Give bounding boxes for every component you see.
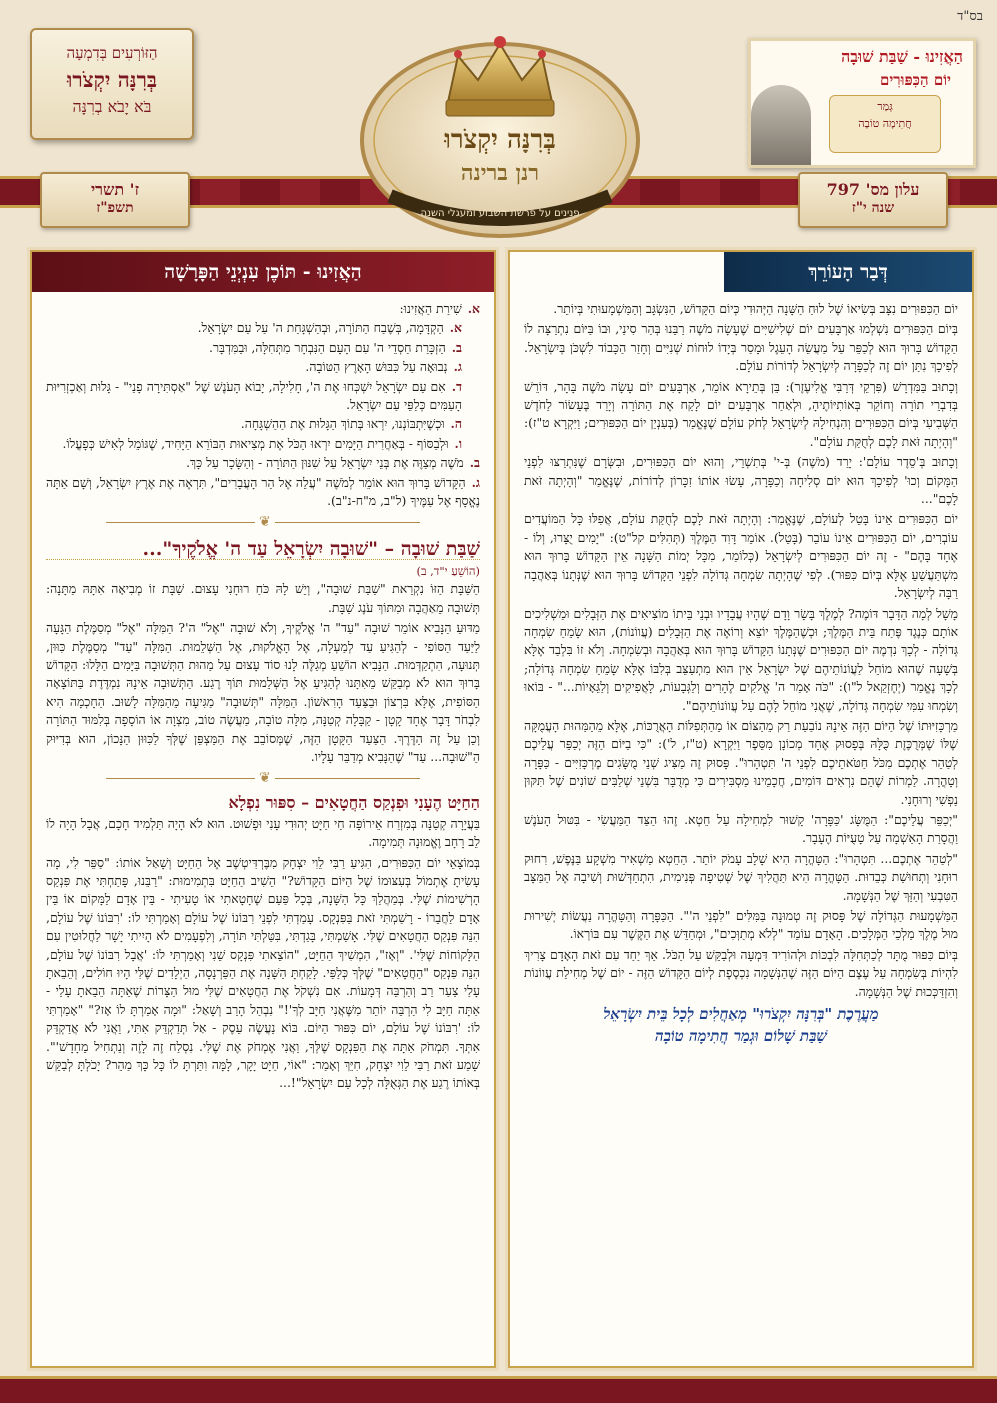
slogan-line-2: בְּרִנָּה יִקְצֹרוּ: [66, 67, 158, 92]
bsd-label: בס"ד: [957, 9, 983, 24]
ornament-divider: [46, 772, 480, 786]
cover-scroll-line-1: גְּמַר: [877, 100, 893, 113]
story-paragraph: בַּעֲיָרָה קְטַנָּה בְּמִזְרַח אֵירוֹפָּה חַי חַיָּט יְהוּדִי עָנִי וּפָשׁוּט. הוּא לֹא הָיָה תַּלְמִיד חָכָם, אֲבָל הָיָה לוֹ לֵב רָחָב וֶאֱמוּנָה תְּמִימָה.: [46, 815, 480, 850]
toc-item: [46, 339, 480, 357]
slogan-sign: [30, 28, 194, 140]
editor-paragraph: "יְכַפֵּר עֲלֵיכֶם": הַמֻּשָּׂג 'כַּפָּרָה' קָשׁוּר לִמְחִילָה עַל חֵטְא. זֶהוּ הַצַּד הַמַּעֲשִׂי - בִּטּוּל הָעֹנֶשׁ וַהֲסָרַת הָאַשְׁמָה עַל טָעֻיּוֹת הֶעָבָר.: [524, 811, 958, 846]
editor-paragraph: מָשָׁל לְמָה הַדָּבָר דּוֹמֶה? לְמֶלֶךְ בָּשָׂר וָדָם שֶׁהָיוּ עֲבָדָיו וּבְנֵי בֵּיתוֹ מוֹצִיאִים אֶת הַזְּבָלִים וּמַשְׁלִיכִים אוֹתָם כְּנֶגֶד פֶּתַח בֵּית הַמֶּלֶךְ; וּכְשֶׁהַמֶּלֶךְ יוֹצֵא וְרוֹאֶה אֶת הַזְּבָלִים (עֲווֹנוֹת), הוּא שָׂמֵחַ שִׂמְחָה גְּדוֹלָה - לְכָךְ נִדְמֶה יוֹם הַכִּפּוּרִים שֶׁנְּתָנוֹ הַקָּדוֹשׁ בָּרוּךְ הוּא בְּאַהֲבָה וּבְשִׂמְחָה. וְלֹא זוֹ בִּלְבַד אֶלָּא בְּשָׁעָה שֶׁהוּא מוֹחֵל לַעֲוֹנוֹתֵיהֶם שֶׁל יִשְׂרָאֵל אֵין הוּא מִתְעַצֵּב בְּלִבּוֹ אֶלָּא שָׂמֵחַ שִׂמְחָה גְּדוֹלָה; לְכָךְ נֶאֱמַר (יְחֶזְקֵאל ל"ו): "כֹּה אָמַר ה' אֱלֹקִים לֶהָרִים וְלַגְּבָעוֹת, לָאֲפִיקִים וְלַגֵּאָיוֹת..." - בּוֹאוּ וְשִׂמְחוּ עִמִּי שִׂמְחָה גְּדוֹלָה, שֶׁאֲנִי מוֹחֵל לָהֶם עַל עֲווֹנוֹתֵיהֶם".: [524, 605, 958, 713]
issue-cover-image: [748, 38, 976, 168]
date-badge-line-2: תשפ"ז: [96, 200, 134, 216]
cover-scroll-line-2: חֲתִימָה טוֹבָה: [858, 117, 912, 130]
toc-item: [46, 358, 480, 376]
toc-item-text: הַקָּדוֹשׁ בָּרוּךְ הוּא אוֹמֵר לְמֹשֶׁה "עֲלֵה אֶל הַר הָעֲבָרִים", תִּרְאֶה אֶת אֶרֶץ יִשְׂרָאֵל, וְשָׁם אַתָּה נֶאֱסָף אֶל עַמֶּיךָ (ל"ב, מ"ח-נ"ב).: [46, 474, 480, 509]
worshipper-image: [751, 85, 811, 165]
toc-item-key: ג.: [471, 474, 480, 490]
editor-paragraph: הַמַּשְׁמָעוּת הַגְּדוֹלָה שֶׁל פָּסוּק זֶה טְמוּנָה בַּמִּלִּים "לִפְנֵי ה'". הַכַּפָּרָה וְהַטָּהֳרָה נַעֲשׂוֹת יְשִׁירוּת מוּל מֶלֶךְ מַלְכֵי הַמְּלָכִים. הָאָדָם עוֹמֵד "לְלֹא מְתַוְּכִים", וּמְחַדֵּשׁ אֶת הַקֶּשֶׁר עִם בּוֹרְאוֹ.: [524, 908, 958, 942]
toc-item-text: שִׁירַת הַאֲזִינוּ:: [399, 301, 462, 316]
toc-item-text: וּכְשֶׁיִּתְבּוֹנְנוּ, יִרְאוּ בְּתוֹךְ הַגָּלוּת אֶת הַהַשְׁגָּחָה.: [240, 416, 445, 432]
editor-paragraph: וְכָתוּב בַּמִּדְרָשׁ (פִּרְקֵי דְּרַבִּי אֱלִיעֶזֶר): בֵּן בְּתֵירָא אוֹמֵר, אַרְבָּעִים יוֹם עָשָׂה מֹשֶׁה בָּהָר, דּוֹרֵשׁ בְּדִבְרֵי תוֹרָה וְחוֹקֵר בְּאוֹתִיּוֹתֶיהָ, וּלְאַחַר אַרְבָּעִים יוֹם לָקַח אֶת הַתּוֹרָה וְיָרַד בֶּעָשׂוֹר לַחֹדֶשׁ הַשְּׁבִיעִי בְּיוֹם הַכִּפּוּרִים וְהִנְחִילָהּ לְיִשְׂרָאֵל לְחֹק עוֹלָם שֶׁנֶּאֱמַר (בְּעִנְיַן יוֹם הַכִּפּוּרִים; וַיִּקְרָא ט"ז): "וְהָיְתָה זֹּאת לָכֶם לְחֻקַּת עוֹלָם".: [524, 378, 958, 449]
toc-item-key: ד.: [451, 378, 462, 394]
issue-badge-line-1: עלון מס' 797: [826, 180, 920, 199]
story-paragraph: בְּמוֹצָאֵי יוֹם הַכִּפּוּרִים, הִגִּיעַ רַבִּי לֵוִי יִצְחָק מִבֶּרְדִּיטְשֶׁב אֶל הַחַיָּט וְשָׁאַל אוֹתוֹ: "סַפֵּר לִי, מָה עָשִׂיתָ אֶתְמוֹל בְּעִצּוּמוֹ שֶׁל הַיּוֹם הַקָּדוֹשׁ?" הֵשִׁיב הַחַיָּט בִּתְמִימוּת: "רַבֵּנוּ, פָּתַחְתִּי אֶת פִּנְקַס הָרְשִׁימוֹת שֶׁלִּי. בְּמַהֲלַךְ כָּל הַשָּׁנָה, בְּכָל פַּעַם שֶׁחָטָאתִי אוֹ טָעִיתִי - בֵּין אָדָם לַמָּקוֹם אוֹ בֵּין אָדָם לַחֲבֵרוֹ - רָשַׁמְתִּי זֹאת בַּפִּנְקָס. עָמַדְתִּי לִפְנֵי רִבּוֹנוֹ שֶׁל עוֹלָם וְאָמַרְתִּי לוֹ: 'רִבּוֹנוֹ שֶׁל עוֹלָם, הִנֵּה פִּנְקַס הַחֲטָאִים שֶׁלִּי. אָשַׁמְתִּי, בָּגַדְתִּי, בִּטַּלְתִּי תּוֹרָה, וְלִפְעָמִים לֹא הָיִיתִי יָשָׁר לַחֲלוּטִין עִם הַלָּקוֹחוֹת שֶׁלִּי'. "וְאָז", הִמְשִׁיךְ הַחַיָּט, "הוֹצֵאתִי פִּנְקָס שֵׁנִי וְאָמַרְתִּי לוֹ: 'אֲבָל רִבּוֹנוֹ שֶׁל עוֹלָם, הִנֵּה פִּנְקַס "הַחֲטָאִים" שֶׁלְּךָ כְּלַפַּי. לָקַחְתָּ הַשָּׁנָה אֶת הַפַּרְנָסָה, הַיְלָדִים שֶׁלִּי הָיוּ חוֹלִים, וְהֵבֵאתָ עָלַי צַעַר רַב וְהַרְבֵּה דְּמָעוֹת. אִם נִשְׁקֹל אֶת הַחֲטָאִים שֶׁלִּי מוּל הַצָּרוֹת שֶׁאַתָּה הֵבֵאתָ עָלַי - אַתָּה חַיָּב לִי הַרְבֵּה יוֹתֵר מִשֶּׁאֲנִי חַיָּב לְךָ'!" נִבְהַל הָרַב וְשָׁאַל: "וּמָה אָמַרְתָּ לוֹ אָז?" "אָמַרְתִּי לוֹ: 'רִבּוֹנוֹ שֶׁל עוֹלָם, יוֹם כִּפּוּר הַיּוֹם. בּוֹא נַעֲשֶׂה עֵסֶק - אַל תְּדַקְדֵּק אִתִּי, וַאֲנִי לֹא אֲדַקְדֵּק אִתְּךָ. תִּמְחֹק אַתָּה אֶת הַפִּנְקָס שֶׁלְּךָ, וַאֲנִי אֶמְחֹק אֶת שֶׁלִּי. נִסְלַח זֶה לָזֶה וְנַתְחִיל מֵחָדָשׁ'". שָׁמַע זֹאת רַבִּי לֵוִי יִצְחָק, חִיֵּךְ וְאָמַר: "אוֹי, חַיָּט יָקָר, לָמָּה וִתַּרְתָּ לוֹ כָּל כָּךְ מַהֵר? יָכֹלְתָּ לְבַקֵּשׁ בְּאוֹתוֹ רֶגַע אֶת הַגְּאֻלָּה לְכָל עַם יִשְׂרָאֵל"!...: [46, 854, 480, 1091]
toc-item: [46, 474, 480, 511]
toc-item-key: א.: [467, 301, 480, 316]
toc-item: [46, 319, 480, 337]
toc-item-key: א.: [449, 320, 462, 336]
emblem-title: בְּרִנָּה יִקְצֹרוּ: [444, 125, 556, 155]
toc-item-text: מֹשֶׁה מְצַוֶּה אֶת בְּנֵי יִשְׂרָאֵל עַל שִׁנּוּן הַתּוֹרָה - וְהַשָּׂכָר עַל כָּךְ.: [186, 455, 464, 471]
ornament-divider: [46, 516, 480, 530]
editor-paragraph: יוֹם הַכִּפּוּרִים נִצָּב בְּשִׂיאוֹ שֶׁל לוּחַ הַשָּׁנָה הַיְּהוּדִי כְּיוֹם הַקָּדוֹשׁ, הַנִּשְׂגָּב וְהַמַּשְׁמָעוּתִי בְּיוֹתֵר.: [553, 301, 958, 316]
editor-paragraph: בְּיוֹם הַכִּפּוּרִים נִשְׁלְמוּ אַרְבָּעִים יוֹם שְׁלִישִׁיִּים שֶׁעָשָׂה מֹשֶׁה רַבֵּנוּ בְּהַר סִינַי, וּבוֹ בַּיּוֹם נִתְרַצָּה לוֹ הַקָּדוֹשׁ בָּרוּךְ הוּא לְכַפֵּר עַל מַעֲשֵׂה הָעֵגֶל וּמָסַר בְּיָדוֹ לוּחוֹת שְׁנִיִּים וְחָזַר הַכָּבוֹד לִשְׁכֹּן בְּיִשְׂרָאֵל. לְפִיכָךְ נִתַּן יוֹם זֶה לְכַפָּרָה לְיִשְׂרָאֵל לְדוֹרוֹת עוֹלָם.: [524, 321, 958, 374]
slogan-line-3: בֹּא יָבֹא בְרִנָּה: [72, 97, 152, 116]
parsha-contents-body: [32, 292, 494, 1093]
toc-item-key: ה.: [450, 416, 462, 432]
editor-paragraph: וְכָתוּב בְּ'סֵדֶר עוֹלָם': יָרַד (מֹשֶׁה) בְּ-י' בְּתִשְׁרֵי, וְהוּא יוֹם הַכִּפּוּרִים, וּבִשְּׂרָם שֶׁנִּתְרַצּוּ לִפְנֵי הַמָּקוֹם וְכוּ' לְפִיכָךְ הוּא יוֹם סְלִיחָה וְכַפָּרָה, עָשׂוּ אוֹתוֹ זִכָּרוֹן לְדוֹרוֹת, שֶׁנֶּאֱמַר "וְהָיְתָה זֹּאת לָכֶם"...: [524, 454, 958, 507]
story-title: הַחַיָּט הֶעָנִי וּפִנְקַס הַחֲטָאִים – סִפּוּר נִפְלָא: [228, 793, 480, 813]
issue-badge: [798, 172, 948, 228]
cover-title: הַאֲזִינוּ - שַׁבַּת שׁוּבָה: [841, 47, 963, 66]
parsha-toc-list: [46, 300, 480, 510]
toc-item: [46, 378, 480, 415]
toc-item-text: וּלְבַסּוֹף - בְּאַחֲרִית הַיָּמִים יִרְאוּ הַכֹּל אֶת מְצִיאוּת הַבּוֹרֵא הַיָּחִיד, שֶׁגּוֹמֵל לְאִישׁ כְּפָעֳלוֹ.: [62, 435, 449, 451]
toc-item: [46, 435, 480, 453]
toc-item-key: ג.: [453, 359, 462, 375]
emblem-subtitle: רנן ברינה: [460, 160, 540, 186]
editor-note-header: דְּבַר הָעוֹרֵךְ: [724, 252, 972, 292]
masthead-emblem: [350, 20, 650, 240]
toc-item-text: הַקְדָּמָה, בְּשֶׁבַח הַתּוֹרָה, וּבְהַשְׁגָּחַת ה' עַל עַם יִשְׂרָאֵל.: [197, 320, 444, 336]
toc-item: [46, 300, 480, 318]
toc-item-text: נְבוּאָה עַל כִּבּוּשׁ הָאָרֶץ הַטּוֹבָה.: [305, 359, 448, 375]
toc-item-key: ו.: [454, 435, 462, 451]
editorial-blessing-2: שַׁבַּת שָׁלוֹם וּגְמַר חֲתִימָה טוֹבָה: [654, 1027, 827, 1046]
editor-paragraph: "לְטַהֵר אֶתְכֶם... תִּטְהָרוּ": הַטָּהֳרָה הִיא שָׁלָב עָמֹק יוֹתֵר. הַחֵטְא מַשְׁאִיר מִשְׁקָע בַּנֶּפֶשׁ, רִחוּק רוּחָנִי וְתְחוּשַׁת כְּבֵדוּת. הַטָּהֳרָה הִיא תַּהֲלִיךְ שֶׁל שְׁטִיפָה פְּנִימִית, הִתְחַדְּשׁוּת וְשִׁיבָה אֶל הַמַּצָּב הַטִּבְעִי וְהַזַּךְ שֶׁל הַנְּשָׁמָה.: [524, 850, 958, 903]
emblem-ribbon: פנינים על פרשת השבוע ומעגלי השנה: [420, 208, 580, 219]
date-badge-line-1: ז' תשרי: [90, 180, 140, 199]
shabbat-shuva-paragraph: מַדּוּעַ הַנָּבִיא אוֹמֵר שׁוּבָה "עַד" ה' אֱלֹקֶיךָ, וְלֹא שׁוּבָה "אֶל" ה'? הַמִּלָּה "אֶל" מְסַמֶּלֶת הַגָּעָה לַיַּעַד הַסּוֹפִי - לְהַגִּיעַ עַד לְמַעְלָה, אֶל הָאֱלֹקוּת, אֶל הַשְּׁלֵמוּת. הַמִּלָּה "עַד" מְסַמֶּלֶת כִּוּוּן, תְּנוּעָה, הִתְקַדְּמוּת. הַנָּבִיא הוֹשֵׁעַ מְגַלֶּה לָנוּ סוֹד עָצוּם עַל מַהוּת הַתְּשׁוּבָה בַּיָּמִים הַלָּלוּ: הַקָּדוֹשׁ בָּרוּךְ הוּא לֹא מְבַקֵּשׁ מֵאִתָּנוּ לְהַגִּיעַ אֶל הַשְּׁלֵמוּת תּוֹךְ רֶגַע. הַתְּשׁוּבָה אֵינָהּ נִמְדֶּדֶת בַּתּוֹצָאָה הַסּוֹפִית, אֶלָּא בִּרְצוֹן וּבַצַּעַד הָרִאשׁוֹן. הַמִּלָּה "תְּשׁוּבָה" מַגִּיעָה מֵהַמִּלָּה לָשׁוּב. הַחָכְמָה הִיא לִבְחֹר דָּבָר אֶחָד קָטָן - קַבָּלָה קְטַנָּה, מִלָּה טוֹבָה, מַעֲשֶׂה טוֹב, מִצְוָה אוֹ הוֹסָפָה בְּלִמּוּד הַתּוֹרָה וְכֵן עַל זֶה הַדֶּרֶךְ. הַצַּעַד הַקָּטָן הַזֶּה, שֶׁמְּסוֹבֵב אֶת הַמַּצְפֵּן שֶׁלְּךָ לַכִּוּוּן הַנָּכוֹן, הוּא בְּדִיּוּק הַ"שׁוּבָה... עַד" שֶׁהַנָּבִיא מְדַבֵּר עָלָיו.: [46, 620, 480, 764]
cover-subtitle: יוֹם הַכִּפּוּרִים: [880, 71, 951, 89]
date-badge: [40, 172, 190, 228]
editor-note-body: [510, 292, 972, 1046]
editorial-blessing: מַעֲרֶכֶת "בְּרִנָּה יִקְצֹרוּ" מְאַחֲלִים לְכָל בֵּית יִשְׂרָאֵל: [603, 1005, 879, 1024]
editor-paragraph: מַרְכָּזִיּוּתוֹ שֶׁל הַיּוֹם הַזֶּה אֵינָהּ נוֹבַעַת רַק מֵהַצּוֹם אוֹ מֵהַתְּפִלּוֹת הָאֲרֻכּוֹת, אֶלָּא מֵהַמַּהוּת הָעֲמֻקָּה שֶׁלּוֹ שֶׁמְּרֻכֶּזֶת כֻּלָּהּ בְּפָסוּק אֶחָד מְכוֹנָן מִסֵּפֶר וַיִּקְרָא (ט"ז, ל'): "כִּי בַיּוֹם הַזֶּה יְכַפֵּר עֲלֵיכֶם לְטַהֵר אֶתְכֶם מִכֹּל חַטֹּאתֵיכֶם לִפְנֵי ה' תִּטְהָרוּ". פָּסוּק זֶה מַצִּיג שְׁנֵי מֻשָּׂגִים מֶרְכָּזִיִּים - כַּפָּרָה וְטָהֳרָה. לַמְרוֹת שֶׁהֵם נִרְאִים דּוֹמִים, חֲכָמֵינוּ מַסְבִּירִים כִּי מְדֻבָּר בִּשְׁנֵי שְׁלַבִּים שׁוֹנִים שֶׁל תִּקּוּן נַפְשִׁי וְרוּחָנִי.: [524, 717, 958, 807]
toc-item: [46, 415, 480, 433]
parsha-contents-panel: [30, 250, 496, 1368]
toc-item-text: הַזְכָּרַת חַסְדֵי ה' עִם הָעָם הַנִּבְחָר מִתְּחִלָּה, וּבַמִּדְבָּר.: [209, 339, 446, 355]
shabbat-shuva-paragraph: הַשַּׁבָּת הַזּוֹ נִקְרֵאת "שַׁבַּת שׁוּבָה", וְיֵשׁ לָהּ כֹּחַ רוּחָנִי עָצוּם. שַׁבָּת זוֹ מְבִיאָה אִתָּהּ מַתָּנָה: תְּשׁוּבָה מֵאַהֲבָה וּמִתּוֹךְ עֹנֶג שַׁבָּת.: [46, 581, 480, 615]
shabbat-shuva-source: (הוֹשֵׁעַ י"ד, ב): [416, 563, 480, 578]
issue-badge-line-2: שנה י"ז: [851, 200, 895, 216]
decorative-bottom-band: [0, 1376, 997, 1403]
cover-scroll: [829, 95, 941, 153]
slogan-line-1: הַזּוֹרְעִים בְּדִמְעָה: [66, 44, 158, 62]
parsha-contents-header: הַאֲזִינוּ - תּוֹכֶן עִנְיְנֵי הַפָּרָשָׁה: [32, 252, 494, 292]
toc-item: [46, 454, 480, 472]
editor-paragraph: יוֹם הַכִּפּוּרִים אֵינוֹ בָּטֵל לְעוֹלָם, שֶׁנֶּאֱמַר: וְהָיְתָה זֹּאת לָכֶם לְחֻקַּת עוֹלָם, אֲפִלּוּ כָּל הַמּוֹעֲדִים עוֹבְרִים, יוֹם הַכִּפּוּרִים אֵינוֹ עוֹבֵר (בָּטֵל). אוֹמֵר דָּוִד הַמֶּלֶךְ (תְּהִלִּים קל"ט): "יָמִים יֻצָּרוּ, וְלוֹ - אֶחָד בָּהֶם" - זֶה יוֹם הַכִּפּוּרִים לְיִשְׂרָאֵל (כְּלוֹמַר, מִכָּל יְמוֹת הַשָּׁנָה אֵין הַקָּדוֹשׁ בָּרוּךְ הוּא מִשְׁתַּעֲשֵׁעַ אֶלָּא בְּיוֹם כִּפּוּר). לְפִי שֶׁהָיְתָה שִׂמְחָה גְּדוֹלָה לִפְנֵי הַקָּדוֹשׁ בָּרוּךְ הוּא שֶׁנְּתָנוֹ בְּאַהֲבָה רַבָּה לְיִשְׂרָאֵל.: [524, 511, 958, 601]
shabbat-shuva-title: שַׁבַּת שׁוּבָה – "שׁוּבָה יִשְׂרָאֵל עַד ה' אֱלֹקֶיךָ"...: [46, 540, 480, 559]
toc-item-key: ב.: [451, 339, 462, 355]
toc-item-key: ב.: [469, 455, 480, 471]
editor-note-panel: [508, 250, 974, 1368]
editor-paragraph: בְּיוֹם כִּפּוּר מֻתָּר לְכַתְּחִלָּה לִבְכּוֹת וּלְהוֹרִיד דִּמְעָה וּלְבַקֵּשׁ עַל הַכֹּל. אַךְ יַחַד עִם זֹאת הָאָדָם צָרִיךְ לִהְיוֹת בְּשִׂמְחָה עַל עֶצֶם הַיּוֹם הַזֶּה שֶׁהַנְּשָׁמָה נִכְסֶפֶת לְיוֹם הַקָּדוֹשׁ הַזֶּה - יוֹם שֶׁל מְחִילַת עֲווֹנוֹת וְהִזְדַּכְּכוּת שֶׁל הַנְּשָׁמָה.: [524, 946, 958, 999]
toc-item-text: אִם עַם יִשְׂרָאֵל יִשְׁכְּחוּ אֶת ה', חָלִילָה, יָבוֹא הָעֹנֶשׁ שֶׁל "אַסְתִּירָה פָנַי" - גָּלוּת וְאַכְזְרִיּוּת הָעַמִּים כְּלַפֵּי עַם יִשְׂרָאֵל.: [46, 378, 462, 413]
